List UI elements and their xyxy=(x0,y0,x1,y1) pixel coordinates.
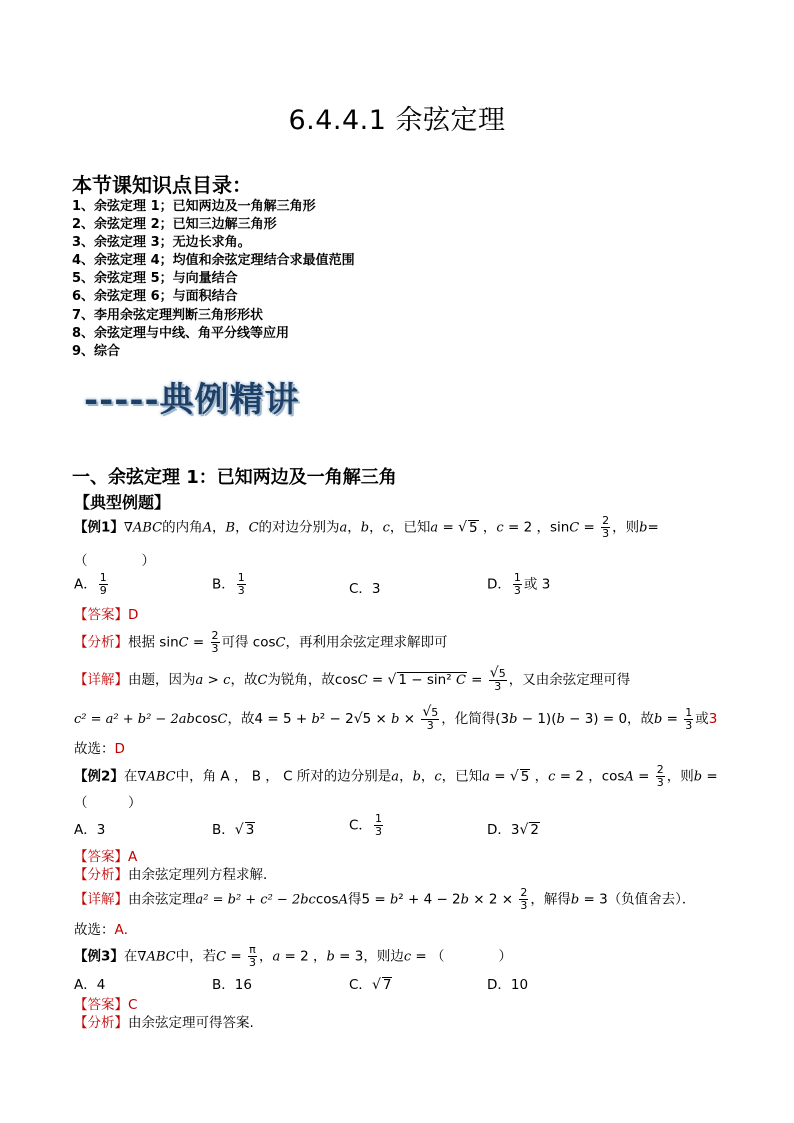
example1-option-a: A． $\frac{1}{9}$ xyxy=(74,571,107,597)
example2-option-d: D．3√ 2 xyxy=(487,822,539,838)
toc-item: 3、余弦定理 3；无边长求角。 xyxy=(72,235,251,251)
example3-option-c: C．√ 7 xyxy=(349,977,392,993)
example1-analysis: 【分析】根据 sinC = $\frac{2}{3}$ 可得 cosC，再利用余弦定理求解即可 xyxy=(74,629,448,655)
example3-answer: 【答案】C xyxy=(74,997,138,1013)
section-title: 一、余弦定理 1：已知两边及一角解三角 xyxy=(72,467,397,488)
toc-item: 1、余弦定理 1；已知两边及一角解三角形 xyxy=(72,199,316,214)
example1-option-b: B． $\frac{1}{3}$ xyxy=(212,571,245,597)
example2-option-a: A．3 xyxy=(74,822,106,838)
example3-stem: 【例3】在∇ABC中，若C = $\frac{\pi}{3}$ ，a = 2 ，b = 3，则边c = （ ） xyxy=(74,943,513,969)
example1-option-c: C．3 xyxy=(349,581,381,597)
typical-heading: 【典型例题】 xyxy=(74,493,171,512)
example1-stem: 【例1】∇ABC的内角A，B，C的对边分别为a，b，c，已知a = √ 5 ，c = 2 ，sinC = $\frac{2}{3}$ ，则b= xyxy=(74,514,659,540)
toc-item: 5、余弦定理 5；与向量结合 xyxy=(72,271,238,287)
example2-blank: （ ） xyxy=(74,795,142,811)
example2-option-c: C． $\frac{1}{3}$ xyxy=(349,812,382,838)
example3-analysis: 【分析】由余弦定理可得答案. xyxy=(74,1015,254,1031)
example-tag: 【例1】 xyxy=(74,519,124,536)
example1-option-d: D． $\frac{1}{3}$ 或 3 xyxy=(487,571,551,597)
toc-item: 9、综合 xyxy=(72,343,121,359)
triangle-symbol: ∇ABC xyxy=(123,520,163,536)
toc-item: 7、李用余弦定理判断三角形形状 xyxy=(72,307,264,323)
banner-heading: -----典例精讲 xyxy=(84,380,300,420)
example2-choose: 故选：A． xyxy=(74,922,138,938)
toc-item: 8、余弦定理与中线、角平分线等应用 xyxy=(72,325,290,341)
example1-blank: （ ） xyxy=(74,553,155,569)
toc-heading: 本节课知识点目录： xyxy=(72,173,252,197)
example3-option-b: B．16 xyxy=(212,977,252,993)
example3-option-a: A．4 xyxy=(74,977,106,993)
example1-detail: 【详解】由题，因为a > c，故C为锐角，故cosC = √ 1 − sin² C = $\frac{√5}{3}$ ，又由余弦定理可得 xyxy=(74,665,631,693)
example2-detail: 【详解】由余弦定理a² = b² + c² − 2bccosA得5 = b² + 4 − 2b × 2 × $\frac{2}{3}$ ，解得b = 3（负值舍去）． xyxy=(74,886,696,912)
example2-answer: 【答案】A xyxy=(74,849,138,865)
example1-answer: 【答案】D xyxy=(74,607,139,623)
example3-option-d: D．10 xyxy=(487,977,529,993)
example1-choose: 故选：D xyxy=(74,741,125,757)
example2-option-b: B．√ 3 xyxy=(212,822,255,838)
page-title: 6.4.4.1 余弦定理 xyxy=(288,105,506,136)
example1-detail-2: c² = a² + b² − 2abcosC，故4 = 5 + b² − 2√5 × b × $\frac{√5}{3}$ ，化简得(3b − 1)(b − 3) = 0，故b = $\frac{1}{3}$ 或3 xyxy=(74,704,718,732)
toc-item: 6、余弦定理 6；与面积结合 xyxy=(72,289,238,305)
toc-list xyxy=(72,198,355,361)
toc-item: 4、余弦定理 4；均值和余弦定理结合求最值范围 xyxy=(72,253,355,269)
toc-item: 2、余弦定理 2；已知三边解三角形 xyxy=(72,217,277,233)
example2-analysis: 【分析】由余弦定理列方程求解． xyxy=(74,867,277,883)
example2-stem: 【例2】在∇ABC中，角 A ， B ， C 所对的边分别是a，b，c，已知a = √ 5 ，c = 2 ，cosA = $\frac{2}{3}$ ，则b = xyxy=(74,763,718,789)
